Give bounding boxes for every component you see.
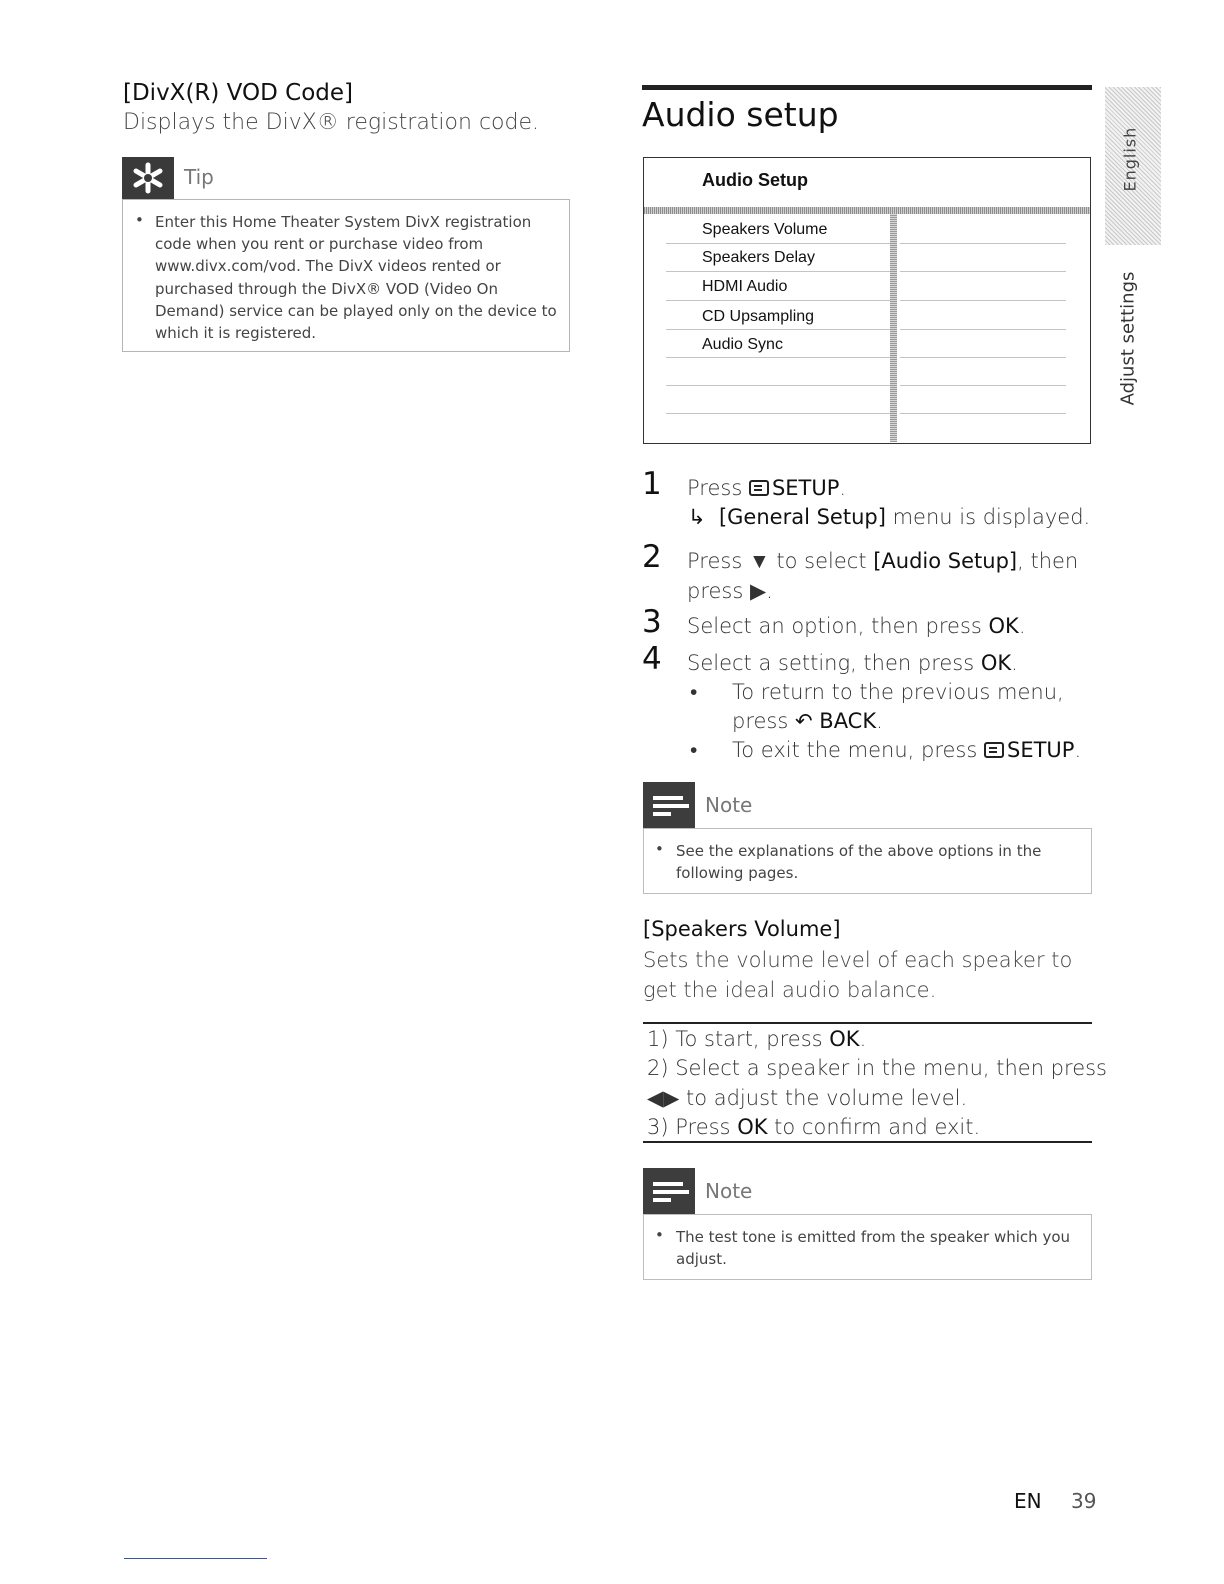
note-text: See the explanations of the above options in the following pages. [676, 842, 1042, 883]
menu-item-speakers-delay: Speakers Delay [702, 249, 815, 266]
step-bullet-text: To return to the previous menu, [732, 680, 1064, 704]
step-result: ↳ [General Setup] menu is displayed. [688, 505, 1091, 529]
divx-vod-code-title: [DivX(R) VOD Code] [123, 80, 353, 106]
page-title: Audio setup [642, 95, 839, 134]
footer-language: EN [1014, 1489, 1042, 1513]
menu-column-divider [890, 214, 897, 442]
step-text: Select an option, then press OK. [687, 614, 1026, 638]
divx-vod-code-description: Displays the DivX® registration code. [123, 110, 539, 135]
menu-header-band [644, 207, 1090, 214]
procedure-step: 3) Press OK to confirm and exit. [647, 1115, 981, 1139]
menu-row-line [900, 413, 1066, 414]
menu-row-line [666, 243, 890, 244]
procedure-step: 2) Select a speaker in the menu, then press [647, 1056, 1107, 1080]
note-bullet: • [655, 840, 664, 858]
procedure-top-rule [643, 1022, 1092, 1024]
tip-text: Enter this Home Theater System DivX registration code when you rent or purchase video from www.divx.com/vod. The DivX videos rented or purchased through the DivX® VOD (Video On Demand) service can be played only on the device to which it is registered. [155, 213, 557, 343]
note-icon [643, 1168, 695, 1214]
note-label: Note [705, 793, 753, 817]
step-bullet-text: To exit the menu, press SETUP. [732, 738, 1082, 762]
footer-link-line [124, 1558, 267, 1559]
bullet: • [690, 680, 698, 704]
side-tab-adjust-settings: Adjust settings [1117, 271, 1139, 406]
menu-row-line [900, 385, 1066, 386]
tip-asterisk-icon [122, 157, 174, 199]
section-top-rule [642, 85, 1092, 90]
menu-row-line [666, 385, 890, 386]
menu-row-line [666, 329, 890, 330]
back-icon: ↶ [794, 709, 813, 733]
menu-row-line [666, 413, 890, 414]
tip-bullet: • [135, 211, 144, 229]
note-label: Note [705, 1179, 753, 1203]
menu-item-hdmi-audio: HDMI Audio [702, 278, 788, 295]
speakers-volume-description: Sets the volume level of each speaker to get the ideal audio balance. [643, 948, 1073, 1002]
setup-icon [984, 742, 1004, 758]
menu-row-line [900, 329, 1066, 330]
side-tab-english-label: English [1120, 126, 1140, 192]
procedure-step: 1) To start, press OK. [647, 1027, 867, 1051]
note-bullet: • [655, 1226, 664, 1244]
tip-label: Tip [184, 165, 214, 189]
menu-item-cd-upsampling: CD Upsampling [702, 308, 815, 325]
step-number: 4 [642, 641, 662, 677]
note-text: The test tone is emitted from the speaker which you adjust. [676, 1228, 1070, 1269]
menu-row-line [900, 271, 1066, 272]
menu-item-audio-sync: Audio Sync [702, 336, 783, 353]
step-number: 1 [642, 466, 662, 502]
step-text: Press SETUP. [687, 476, 847, 500]
result-arrow-icon: ↳ [688, 505, 706, 529]
page-number: 39 [1071, 1489, 1097, 1513]
setup-icon [749, 480, 769, 496]
procedure-bottom-rule [643, 1141, 1092, 1143]
menu-row-line [666, 357, 890, 358]
menu-row-line [666, 300, 890, 301]
speakers-volume-title: [Speakers Volume] [643, 917, 841, 941]
menu-row-line [900, 243, 1066, 244]
menu-item-speakers-volume: Speakers Volume [702, 221, 828, 238]
procedure-step: ◀▶ to adjust the volume level. [647, 1086, 968, 1110]
step-text: Select a setting, then press OK. [687, 651, 1018, 675]
step-text: Press ▼ to select [Audio Setup], then [687, 549, 1079, 573]
menu-row-line [900, 357, 1066, 358]
note-icon [643, 782, 695, 828]
menu-title: Audio Setup [702, 170, 808, 190]
step-number: 2 [642, 539, 662, 575]
menu-row-line [900, 300, 1066, 301]
step-text: press ▶. [687, 579, 773, 603]
bullet: • [690, 738, 698, 762]
step-bullet-text: press ↶ BACK. [732, 709, 883, 733]
menu-row-line [666, 271, 890, 272]
step-number: 3 [642, 604, 662, 640]
